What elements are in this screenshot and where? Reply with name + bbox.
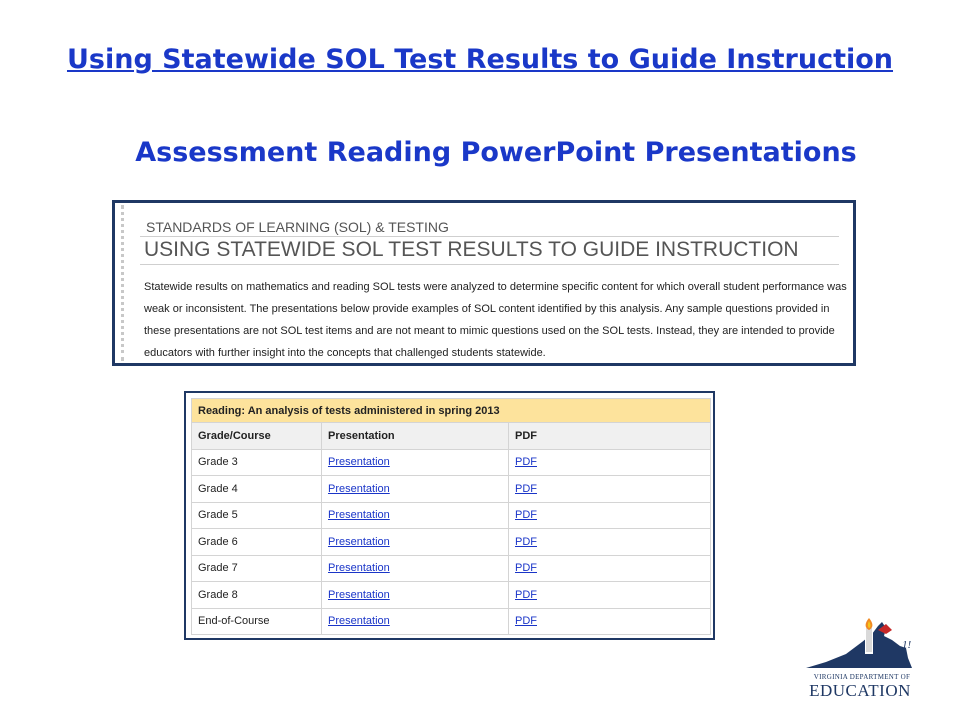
screenshot-heading: USING STATEWIDE SOL TEST RESULTS TO GUIDE INSTRUCTION [144,238,799,261]
pdf-link[interactable]: PDF [515,588,537,601]
table-row [192,582,711,609]
column-header-grade: Grade/Course [192,423,322,450]
pdf-link[interactable]: PDF [515,562,537,575]
page-subtitle: Assessment Reading PowerPoint Presentations [135,137,857,168]
pdf-link[interactable]: PDF [515,615,537,628]
logo-line2: EDUCATION [809,681,911,700]
grade-cell: Grade 8 [192,582,322,609]
title-link[interactable]: Using Statewide SOL Test Results to Guide Instruction [66,44,894,75]
table-row [192,555,711,582]
sol-intro-screenshot [112,200,856,366]
reading-table-screenshot [184,391,715,640]
table-row [192,449,711,476]
column-header-presentation: Presentation [322,423,509,450]
divider [140,236,839,237]
presentation-link[interactable]: Presentation [328,456,390,469]
intro-paragraph: Statewide results on mathematics and reading SOL tests were analyzed to determine specific content for which overall student performance was weak or inconsistent. The presentations below provide examples of SOL content identified by this analysis. Any sample questions provided in these presentations are not SOL test items and are not meant to mimic questions used on the SOL tests. Instead, they are intended to provide educators with further insight into the concepts that challenged students statewide. [144,281,847,359]
svg-text:1!: 1! [902,639,912,651]
column-header-pdf: PDF [509,423,711,450]
grade-cell: Grade 6 [192,529,322,556]
presentation-link[interactable]: Presentation [328,509,390,522]
table-caption: Reading: An analysis of tests administered in spring 2013 [192,399,711,423]
screenshot-inner [121,205,851,361]
presentation-link[interactable]: Presentation [328,535,390,548]
reading-table [191,398,711,635]
grade-cell: Grade 4 [192,476,322,503]
table-row [192,502,711,529]
table-row [192,476,711,503]
table-row [192,529,711,556]
pdf-link[interactable]: PDF [515,482,537,495]
presentation-link[interactable]: Presentation [328,562,390,575]
virginia-state-icon [802,618,916,674]
pdf-link[interactable]: PDF [515,456,537,469]
divider [140,264,839,265]
logo-line1: VIRGINIA DEPARTMENT OF [813,673,911,681]
vdoe-logo [802,618,916,710]
table-row [192,608,711,635]
grade-cell: Grade 7 [192,555,322,582]
presentation-link[interactable]: Presentation [328,588,390,601]
grade-cell: End-of-Course [192,608,322,635]
presentation-link[interactable]: Presentation [328,615,390,628]
grade-cell: Grade 5 [192,502,322,529]
section-label: STANDARDS OF LEARNING (SOL) & TESTING [146,219,449,235]
presentation-link[interactable]: Presentation [328,482,390,495]
pdf-link[interactable]: PDF [515,509,537,522]
grade-cell: Grade 3 [192,449,322,476]
pdf-link[interactable]: PDF [515,535,537,548]
